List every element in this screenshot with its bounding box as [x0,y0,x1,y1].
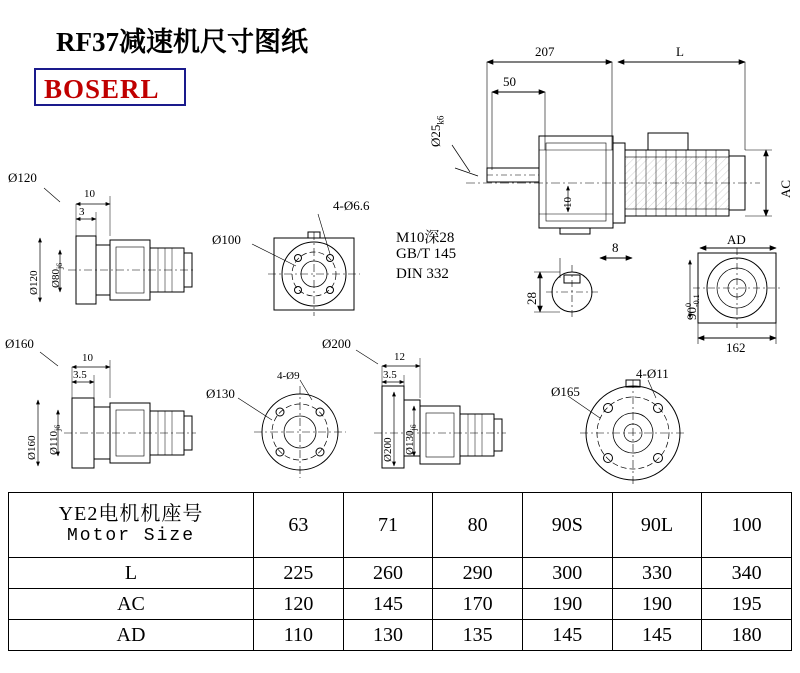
table-header-value: 80 [433,493,523,558]
table-header-label-en: Motor Size [66,526,196,547]
dim-flange-160-top: Ø160 [5,336,34,351]
table-cell: 190 [612,589,702,620]
page-title: RF37减速机尺寸图纸 [56,27,308,57]
dim-flange-200-left: Ø200 [382,437,394,462]
dim-90-upper: 0 [684,303,694,307]
table-row [9,620,792,651]
motor-size-table [8,492,792,651]
dim-flange-200-top: Ø200 [322,336,351,351]
table-row-label: AC [9,589,254,620]
dim-3-row1: 3 [79,206,85,218]
table-header-value: 71 [343,493,433,558]
table-header-label-cn: YE2电机机座号 [58,502,204,525]
dim-10-row2: 10 [82,352,93,364]
table-header-label [9,493,254,558]
table-cell: 145 [522,620,612,651]
dim-bore-80 [50,263,64,288]
table-cell: 135 [433,620,523,651]
dim-8: 8 [612,240,619,255]
table-cell: 170 [433,589,523,620]
dim-50: 50 [503,74,516,89]
table-row [9,558,792,589]
bore-130-tolerance: j6 [409,424,419,431]
dim-L: L [676,44,684,59]
dim-holes-11: 4-Ø11 [636,366,669,381]
shaft-diameter-value: Ø25 [428,124,443,147]
table-cell: 145 [612,620,702,651]
shaft-tolerance: k6 [435,115,446,125]
dim-162: 162 [726,340,746,355]
table-cell: 120 [254,589,344,620]
table-row [9,589,792,620]
table-header-value: 90L [612,493,702,558]
table-cell: 110 [254,620,344,651]
bore-80-tolerance: j6 [55,262,65,270]
bore-130-value: Ø130 [404,430,416,455]
dim-90-value: 90 [684,307,699,320]
dim-shaft-diameter [428,116,446,147]
dim-12-row2: 12 [394,351,405,363]
table-cell: 190 [522,589,612,620]
table-cell: 260 [343,558,433,589]
table-cell: 180 [702,620,792,651]
dim-3p5-row2: 3.5 [73,369,87,381]
dim-flange-120-left: Ø120 [28,270,40,295]
table-header-row [9,493,792,558]
dim-3p5-row2b: 3.5 [383,369,397,381]
brand-logo-text: BOSERL [44,74,160,104]
bore-110-value: Ø110 [48,430,60,455]
table-cell: 195 [702,589,792,620]
table-cell: 145 [343,589,433,620]
table-cell: 330 [612,558,702,589]
thread-note-line1: M10深28 [396,230,455,246]
thread-note-line2: GB/T 145 [396,246,457,262]
dim-holes-9: 4-Ø9 [277,370,300,382]
dim-flange-160-left: Ø160 [26,435,38,460]
dim-207: 207 [535,44,555,59]
dim-AD: AD [727,232,746,247]
table-cell: 225 [254,558,344,589]
bore-110-tolerance: j6 [53,424,63,431]
table-header-value: 63 [254,493,344,558]
dim-pcd-100: Ø100 [212,232,241,247]
thread-note-line3: DIN 332 [396,266,449,282]
dim-90 [684,294,701,320]
table-row-label: AD [9,620,254,651]
dim-pcd-130: Ø130 [206,386,235,401]
table-header-value: 100 [702,493,792,558]
dim-AC: AC [778,179,793,198]
table-cell: 130 [343,620,433,651]
dim-bore-130 [404,424,418,455]
table-cell: 300 [522,558,612,589]
bore-80-value: Ø80 [50,269,62,288]
table-cell: 340 [702,558,792,589]
dim-pcd-165: Ø165 [551,384,580,399]
table-cell: 290 [433,558,523,589]
dim-90-lower: -0.1 [692,294,702,307]
dim-10-vertical: 10 [562,197,574,208]
table-header-value: 90S [522,493,612,558]
dim-10-row1: 10 [84,188,95,200]
table-row-label: L [9,558,254,589]
dim-28: 28 [524,292,539,305]
dim-bore-110 [48,425,62,455]
dim-flange-120-top: Ø120 [8,170,37,185]
dim-holes-6p6: 4-Ø6.6 [333,198,370,213]
